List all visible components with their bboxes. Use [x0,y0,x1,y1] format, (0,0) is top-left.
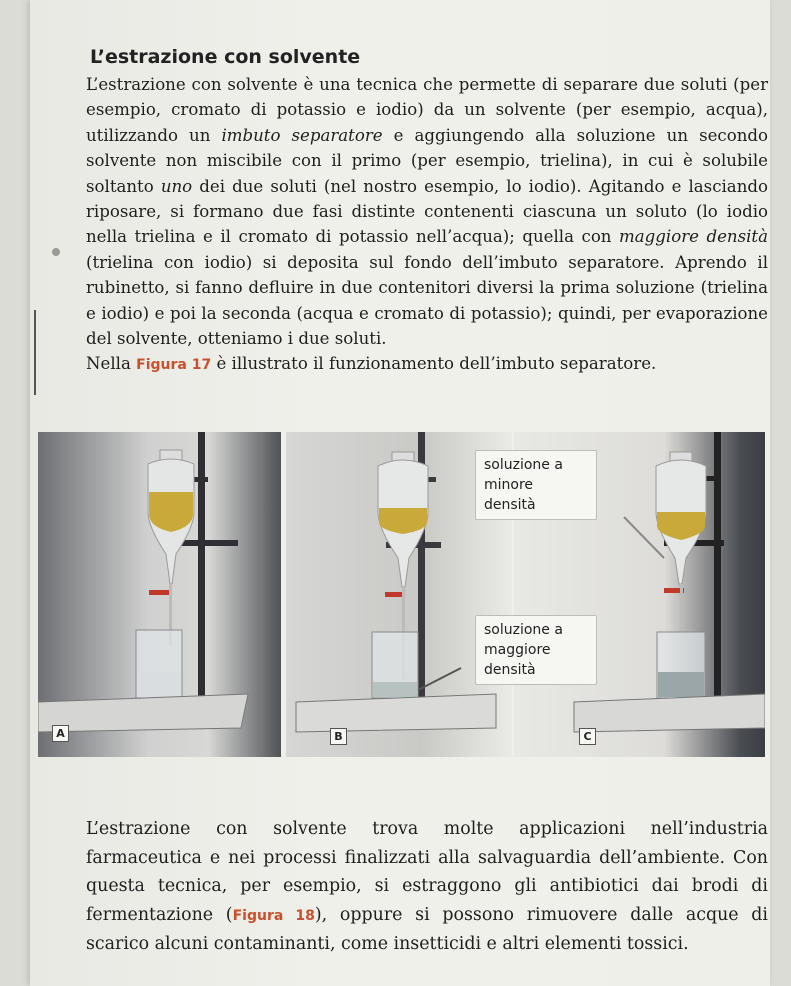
figure-sentence-start: Nella [86,354,137,374]
section-title: L’estrazione con solvente [90,46,361,68]
figure-17-reference[interactable]: Figura 17 [136,357,212,374]
funnel-a-illustration [38,432,281,757]
figure-18-reference[interactable]: Figura 18 [232,907,315,924]
separatory-funnel-figure [38,432,765,757]
panel-a-photo [38,432,281,757]
applications-text-1: L’estrazione con solvente trova molte applicazioni nell’industria farmaceutica e nei processi finalizzati alla salvaguardia dell’ambiente. Con questa tecnica, per esempio, si estraggono gli antibiotici dai brodi di fermentazione ( [86,819,768,925]
intro-italic-uno: uno [160,176,193,196]
intro-italic-densita: maggiore densità [619,227,768,247]
major-density-label: soluzione a maggiore densità [475,615,597,685]
minor-density-label: soluzione a minore densità [475,450,597,520]
figure-sentence-end: è illustrato il funzionamento dell’imbuto separatore. [211,354,657,374]
margin-rule [34,310,36,395]
intro-text-4: (trielina con iodio) si deposita sul fondo dell’imbuto separatore. Aprendo il rubinetto, si fanno defluire in due contenitori diversi la prima soluzione (trielina e iodio) e poi la seconda (acqua e cromato di potassio); quindi, per evaporazione del solvente, otteniamo i due soluti. [86,252,768,349]
intro-text-3: dei due soluti (nel nostro esempio, lo iodio). Agitando e lasciando riposare, si formano due fasi distinte contenenti ciascuna un soluto (lo iodio nella trielina e il cromato di potassio nell’acqua); quella con [86,176,768,247]
intro-italic-imbuto: imbuto separatore [221,125,383,145]
intro-text-2: e aggiungendo alla soluzione un secondo solvente non miscibile con il primo (per esempio, trielina), in cui è solubile soltanto [86,125,768,196]
panel-c-label: C [579,728,596,745]
applications-paragraph [86,815,768,959]
intro-paragraph [86,72,768,379]
intro-text-1: L’estrazione con solvente è una tecnica che permette di separare due soluti (per esempio, cromato di potassio e iodio) da un solvente (per esempio, acqua), utilizzando un [86,75,768,145]
panel-b-label: B [330,728,347,745]
margin-bullet [52,248,60,256]
applications-text-2: ), oppure si possono rimuovere dalle acque di scarico alcuni contaminanti, come insetticidi e altri elementi tossici. [86,904,768,954]
panel-a-label: A [52,725,69,742]
